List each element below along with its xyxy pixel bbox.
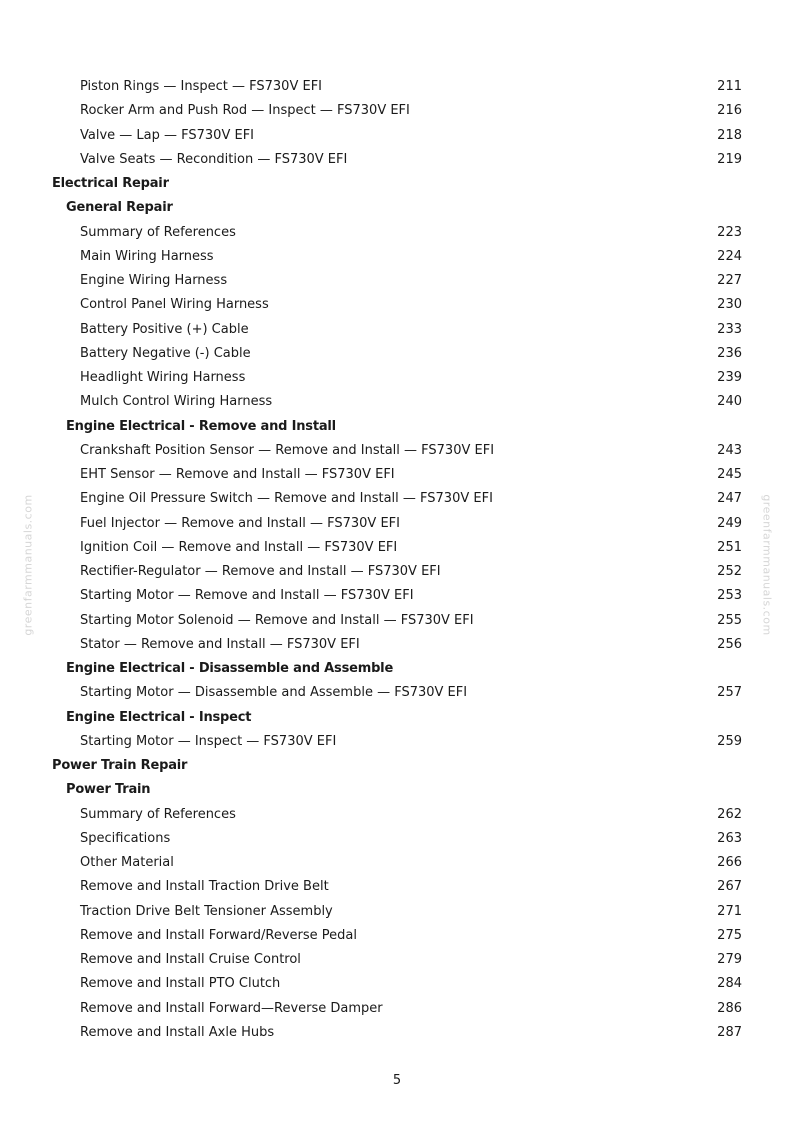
toc-entry-title: Valve — Lap — FS730V EFI	[80, 127, 255, 143]
toc-entry[interactable]	[0, 245, 794, 269]
toc-entry-title: Starting Motor — Inspect — FS730V EFI	[80, 733, 337, 749]
toc-entry-page-number: 236	[717, 345, 742, 361]
toc-entry-page-number: 223	[717, 224, 742, 240]
toc-entry[interactable]	[0, 99, 794, 123]
toc-entry-title: Power Train Repair	[52, 758, 188, 773]
toc-entry[interactable]	[0, 633, 794, 657]
toc-entry-page-number: 252	[717, 564, 742, 579]
toc-entry[interactable]	[0, 803, 794, 827]
toc-entry-page-number: 219	[717, 151, 742, 167]
toc-entry-title: Mulch Control Wiring Harness	[80, 394, 273, 410]
toc-entry[interactable]	[0, 827, 794, 851]
toc-entry-page-number: 251	[717, 539, 742, 555]
toc-entry[interactable]	[0, 75, 794, 99]
toc-entry-title: Fuel Injector — Remove and Install — FS730V EFI	[80, 515, 400, 531]
toc-entry[interactable]	[0, 463, 794, 487]
toc-entry-title: EHT Sensor — Remove and Install — FS730V EFI	[80, 467, 395, 482]
toc-entry-title: Piston Rings — Inspect — FS730V EFI	[80, 79, 323, 94]
toc-entry-page-number: 224	[717, 248, 742, 264]
toc-entry[interactable]	[0, 900, 794, 924]
toc-entry-title: Starting Motor — Disassemble and Assemble — FS730V EFI	[80, 685, 468, 701]
toc-entry-page-number: 259	[717, 733, 742, 749]
toc-entry-page-number: 256	[717, 636, 742, 652]
toc-entry-title: Battery Negative (-) Cable	[80, 345, 251, 361]
toc-entry-page-number: 267	[717, 879, 742, 895]
toc-entry-page-number: 266	[717, 855, 742, 870]
toc-entry[interactable]	[0, 924, 794, 948]
toc-entry[interactable]	[0, 536, 794, 560]
toc-entry-title: Engine Electrical - Inspect	[66, 709, 252, 725]
toc-entry[interactable]	[0, 293, 794, 317]
page-number: 5	[392, 1073, 402, 1088]
toc-entry-page-number: 253	[717, 588, 742, 604]
toc-subsection-heading	[0, 706, 794, 730]
toc-entry-page-number: 227	[717, 273, 742, 288]
toc-entry[interactable]	[0, 851, 794, 875]
toc-entry-title: Remove and Install Traction Drive Belt	[80, 879, 329, 895]
toc-entry-title: Control Panel Wiring Harness	[80, 297, 269, 313]
toc-entry-title: Electrical Repair	[52, 176, 169, 191]
toc-entry-page-number: 245	[717, 467, 742, 482]
toc-entry[interactable]	[0, 487, 794, 511]
toc-entry-title: Remove and Install Forward—Reverse Damper	[80, 1000, 383, 1016]
toc-entry-page-number: 240	[717, 394, 742, 410]
toc-entry-title: Stator — Remove and Install — FS730V EFI	[80, 636, 360, 652]
toc-subsection-heading	[0, 778, 794, 802]
toc-entry-page-number: 216	[717, 103, 742, 119]
toc-entry-page-number: 255	[717, 612, 742, 628]
toc-subsection-heading	[0, 415, 794, 439]
toc-entry[interactable]	[0, 390, 794, 414]
table-of-contents	[0, 75, 794, 1045]
toc-entry-page-number: 249	[717, 515, 742, 531]
toc-subsection-heading	[0, 196, 794, 220]
toc-entry-title: Specifications	[80, 830, 171, 846]
toc-entry-title: Rocker Arm and Push Rod — Inspect — FS730V EFI	[80, 103, 410, 119]
toc-entry-title: Battery Positive (+) Cable	[80, 321, 249, 337]
toc-entry-page-number: 263	[717, 830, 742, 846]
toc-entry-title: Traction Drive Belt Tensioner Assembly	[80, 903, 333, 919]
toc-entry-title: Other Material	[80, 855, 174, 870]
toc-entry-page-number: 284	[717, 976, 742, 992]
toc-entry-title: Power Train	[66, 782, 151, 798]
toc-entry-title: Starting Motor — Remove and Install — FS730V EFI	[80, 588, 414, 604]
toc-entry-title: Engine Electrical - Remove and Install	[66, 418, 336, 434]
toc-entry-title: Engine Wiring Harness	[80, 273, 228, 288]
toc-entry-page-number: 233	[717, 321, 742, 337]
toc-entry[interactable]	[0, 342, 794, 366]
toc-entry-title: Ignition Coil — Remove and Install — FS730V EFI	[80, 539, 398, 555]
toc-entry[interactable]	[0, 730, 794, 754]
toc-section-heading	[0, 754, 794, 778]
toc-entry-page-number: 257	[717, 685, 742, 701]
toc-entry-title: Remove and Install PTO Clutch	[80, 976, 281, 992]
toc-subsection-heading	[0, 657, 794, 681]
toc-entry-page-number: 230	[717, 297, 742, 313]
toc-entry-title: General Repair	[66, 200, 173, 216]
toc-entry-page-number: 286	[717, 1000, 742, 1016]
toc-entry[interactable]	[0, 269, 794, 293]
toc-entry-title: Main Wiring Harness	[80, 248, 214, 264]
toc-entry-page-number: 279	[717, 952, 742, 967]
toc-entry[interactable]	[0, 948, 794, 972]
toc-entry[interactable]	[0, 366, 794, 390]
toc-entry-page-number: 243	[717, 442, 742, 458]
toc-entry-title: Remove and Install Axle Hubs	[80, 1024, 275, 1040]
toc-entry-page-number: 275	[717, 927, 742, 943]
toc-entry-page-number: 287	[717, 1024, 742, 1040]
toc-entry-title: Headlight Wiring Harness	[80, 370, 246, 385]
toc-entry[interactable]	[0, 584, 794, 608]
toc-entry-title: Summary of References	[80, 806, 236, 822]
toc-entry[interactable]	[0, 1021, 794, 1045]
toc-entry[interactable]	[0, 318, 794, 342]
toc-entry-title: Engine Oil Pressure Switch — Remove and Install — FS730V EFI	[80, 491, 493, 507]
toc-entry-page-number: 247	[717, 491, 742, 507]
toc-entry-title: Starting Motor Solenoid — Remove and Install — FS730V EFI	[80, 612, 474, 628]
watermark-left: greenfarmmanuals.com	[21, 494, 35, 636]
toc-entry-title: Summary of References	[80, 224, 236, 240]
toc-entry[interactable]	[0, 609, 794, 633]
toc-entry[interactable]	[0, 681, 794, 705]
toc-entry-title: Engine Electrical - Disassemble and Assemble	[66, 661, 394, 676]
toc-entry-page-number: 271	[717, 903, 742, 919]
toc-entry-title: Rectifier-Regulator — Remove and Install — FS730V EFI	[80, 564, 441, 579]
toc-entry[interactable]	[0, 221, 794, 245]
toc-entry[interactable]	[0, 560, 794, 584]
toc-entry[interactable]	[0, 148, 794, 172]
toc-entry-title: Remove and Install Cruise Control	[80, 952, 301, 967]
watermark-right: greenfarmmanuals.com	[760, 494, 774, 636]
toc-entry-page-number: 239	[717, 370, 742, 385]
toc-entry[interactable]	[0, 997, 794, 1021]
toc-entry-page-number: 211	[717, 79, 742, 94]
toc-entry-title: Remove and Install Forward/Reverse Pedal	[80, 927, 357, 943]
toc-entry[interactable]	[0, 972, 794, 996]
toc-entry-title: Crankshaft Position Sensor — Remove and Install — FS730V EFI	[80, 442, 495, 458]
toc-entry-title: Valve Seats — Recondition — FS730V EFI	[80, 151, 348, 167]
toc-entry-page-number: 262	[717, 806, 742, 822]
toc-entry[interactable]	[0, 512, 794, 536]
toc-entry[interactable]	[0, 439, 794, 463]
toc-entry[interactable]	[0, 875, 794, 899]
toc-entry[interactable]	[0, 124, 794, 148]
toc-section-heading	[0, 172, 794, 196]
toc-entry-page-number: 218	[717, 127, 742, 143]
